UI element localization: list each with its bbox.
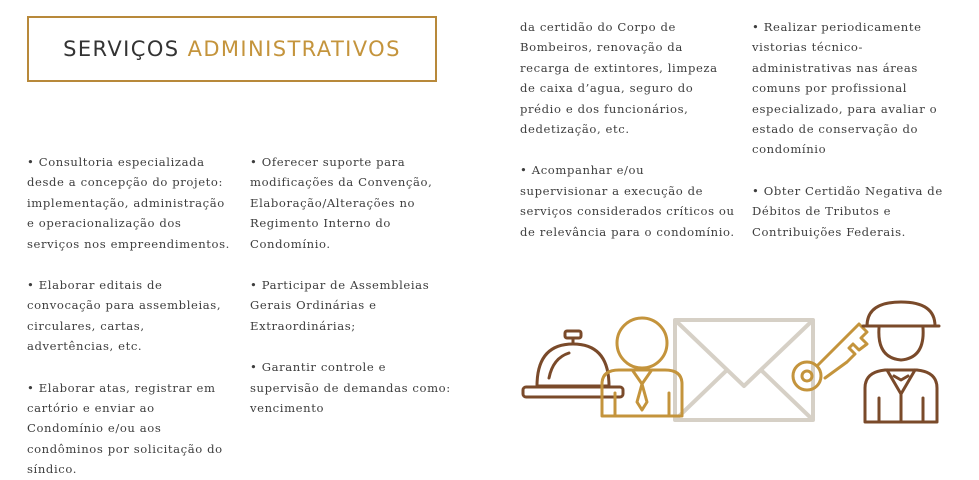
title-part-1: SERVIÇOS [63, 37, 180, 61]
service-item: • Elaborar atas, registrar em cartório e enviar ao Condomínio e/ou aos condôminos por solicitação do síndico. [27, 380, 223, 477]
column-3 [520, 17, 735, 242]
service-item: • Garantir controle e supervisão de demandas como: vencimento [250, 360, 451, 416]
page-title [63, 37, 401, 61]
service-item: • Oferecer suporte para modificações da Convenção, Elaboração/Alterações no Regimento Interno do Condomínio. [250, 155, 433, 251]
businessman-icon [602, 318, 682, 416]
service-item: • Consultoria especializada desde a concepção do projeto: implementação, administração e operacionalização dos serviços nos empreendimentos. [27, 155, 230, 251]
service-item: • Elaborar editais de convocação para assembleias, circulares, cartas, advertências, etc. [27, 278, 222, 354]
title-part-2: ADMINISTRATIVOS [187, 37, 401, 61]
column-2 [250, 152, 455, 418]
service-item: • Realizar periodicamente vistorias técnico-administrativas nas áreas comuns por profissional especializado, para avaliar o estado de conservação do condomínio [752, 20, 938, 157]
service-item: • Acompanhar e/ou supervisionar a execução de serviços considerados críticos ou de relevância para o condomínio. [520, 163, 735, 239]
title-box [27, 16, 437, 82]
column-4 [752, 17, 962, 242]
service-bell-icon [523, 331, 623, 397]
service-item: • Obter Certidão Negativa de Débitos de Tributos e Contribuições Federais. [752, 183, 943, 239]
service-item: da certidão do Corpo de Bombeiros, renovação da recarga de extintores, limpeza de caixa d’agua, seguro do prédio e dos funcionários, dedetização, etc. [520, 20, 718, 137]
column-1 [27, 152, 232, 480]
key-icon [793, 324, 867, 390]
services-illustration [515, 298, 965, 433]
concierge-icon [863, 302, 939, 422]
envelope-icon [675, 320, 813, 420]
service-item: • Participar de Assembleias Gerais Ordinárias e Extraordinárias; [250, 278, 430, 333]
